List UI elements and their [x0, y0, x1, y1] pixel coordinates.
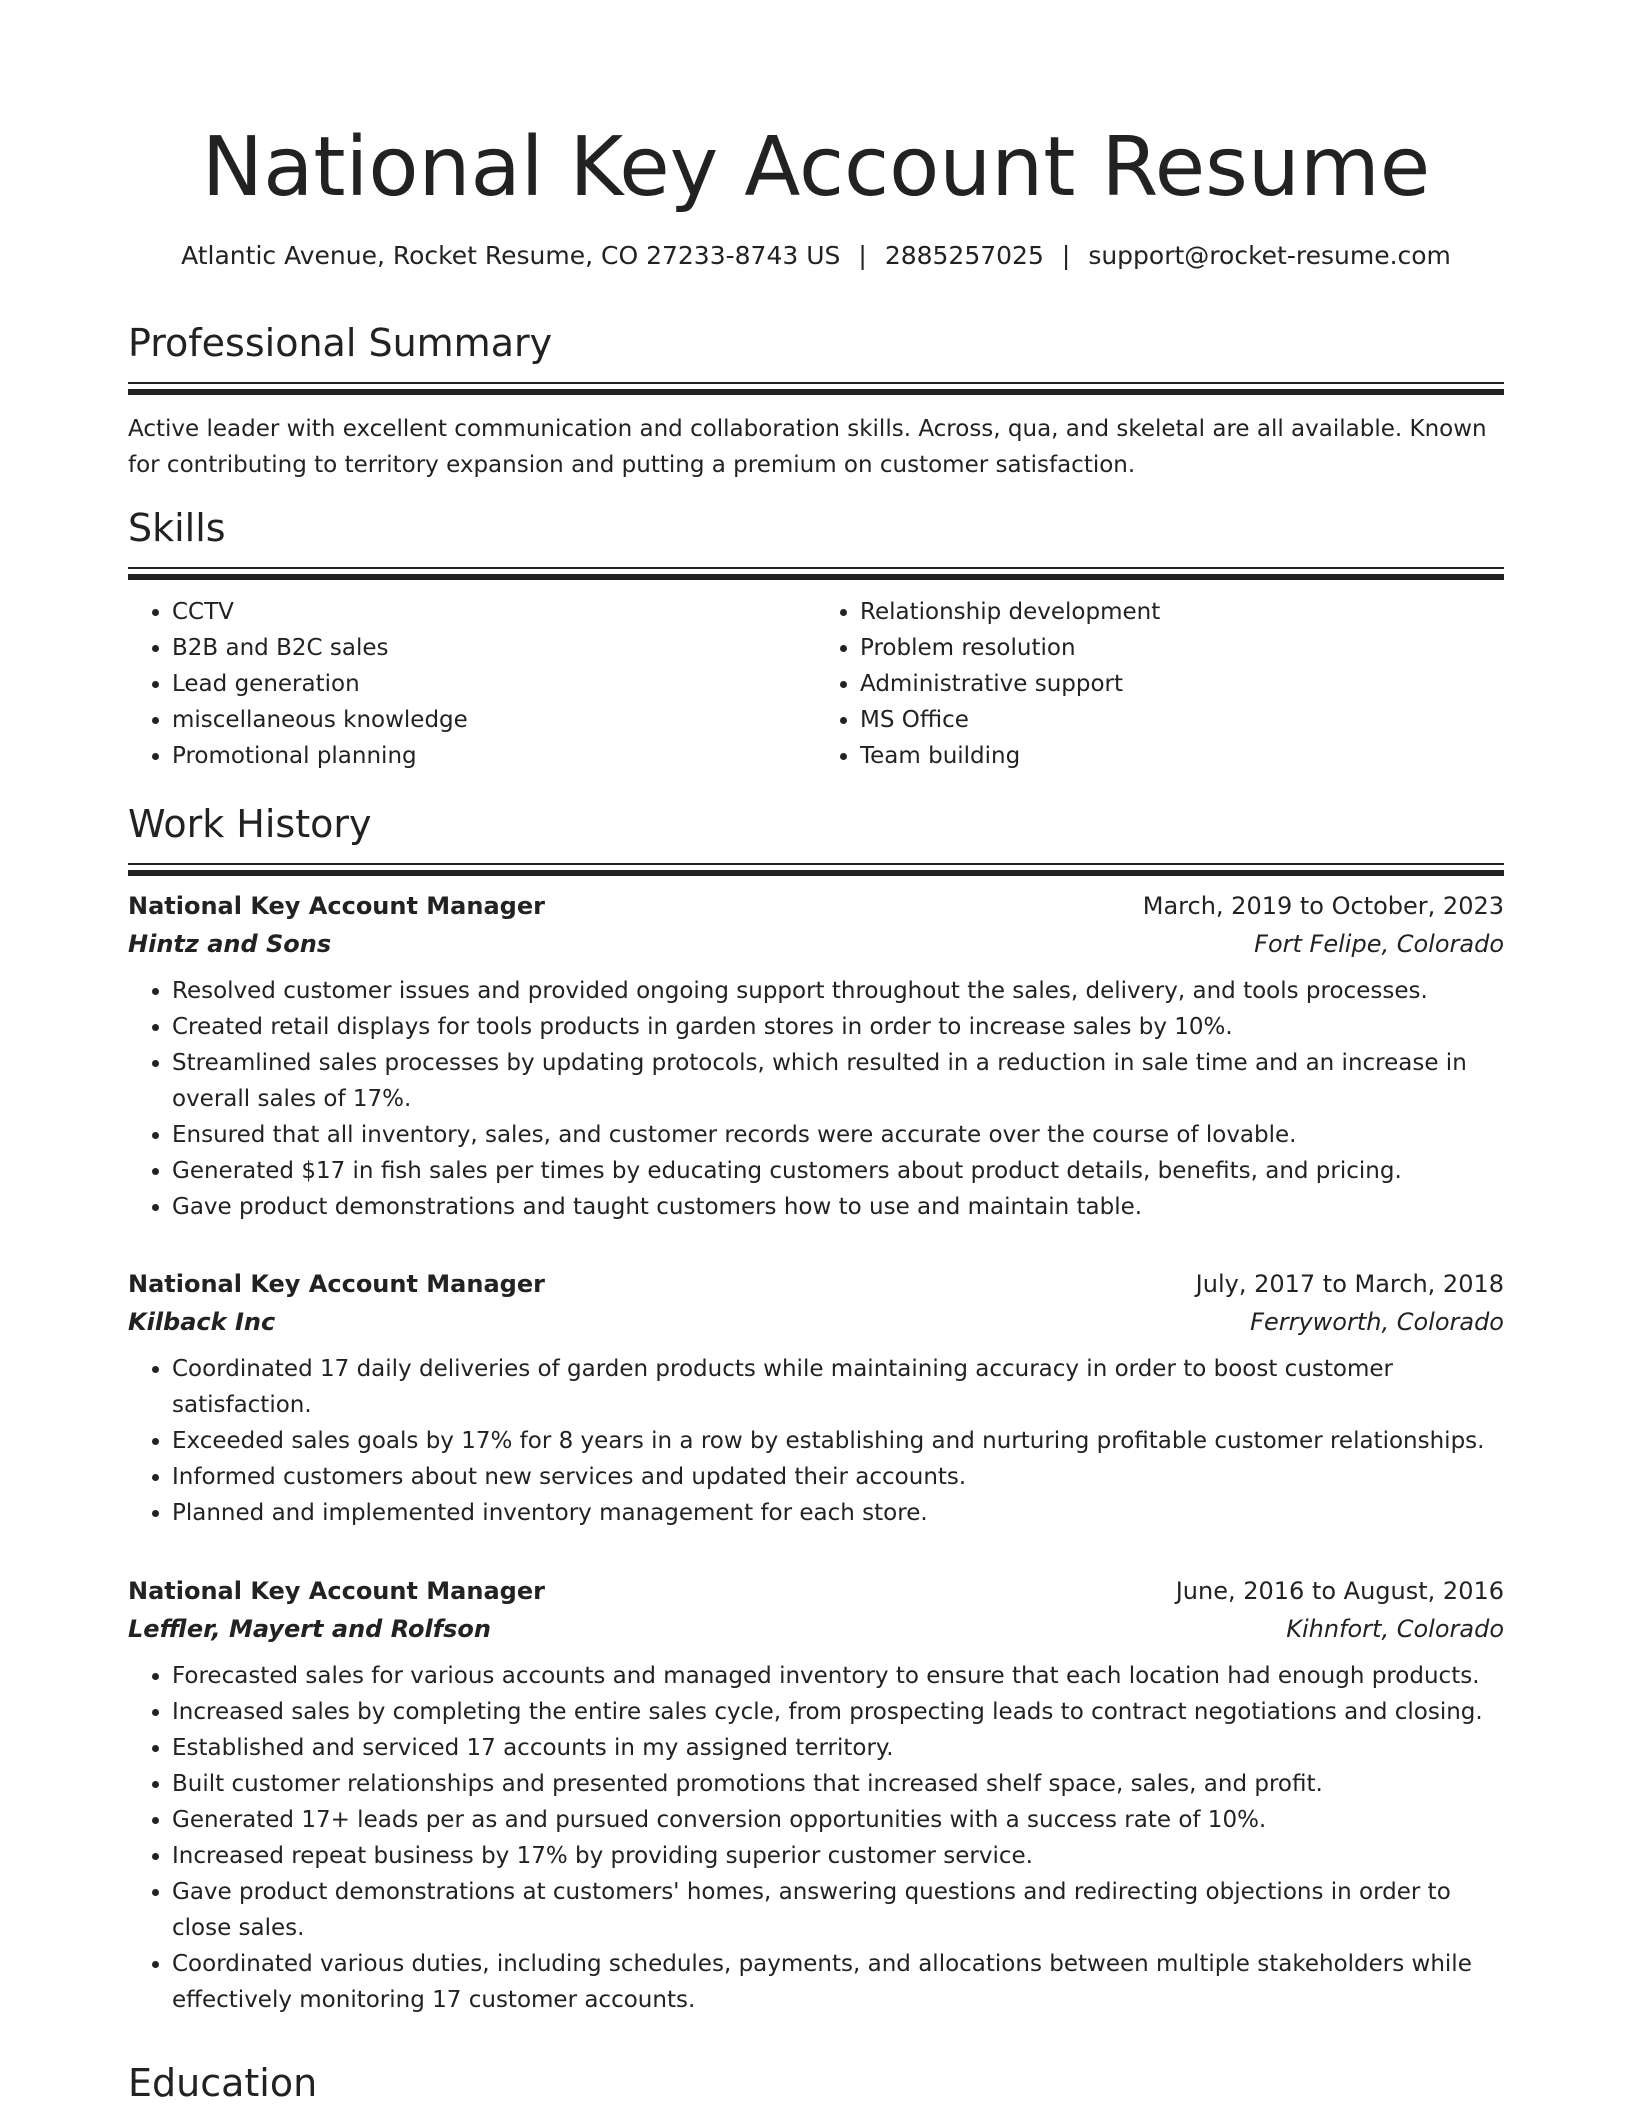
contact-phone: 2885257025 — [884, 241, 1044, 270]
contact-line — [128, 236, 1504, 276]
skill-item: • miscellaneous knowledge — [172, 702, 816, 738]
job-header-row — [128, 1265, 1504, 1303]
job-dates: March, 2019 to October, 2023 — [1142, 892, 1504, 920]
skills-columns — [128, 594, 1504, 774]
job-entry — [128, 1572, 1504, 2018]
job-bullet: • Resolved customer issues and provided ongoing support throughout the sales, delivery, and tools processes. — [172, 973, 1504, 1009]
job-location: Kihnfort, Colorado — [1286, 1615, 1504, 1643]
job-bullet: • Planned and implemented inventory management for each store. — [172, 1495, 1504, 1531]
job-bullet: • Increased repeat business by 17% by providing superior customer service. — [172, 1838, 1504, 1874]
section-rule-thick — [128, 574, 1504, 580]
skill-item: • MS Office — [860, 702, 1504, 738]
job-bullet: • Coordinated 17 daily deliveries of garden products while maintaining accuracy in order to boost customer satisfaction. — [172, 1351, 1504, 1423]
job-entry — [128, 1265, 1504, 1531]
skill-item: • Relationship development — [860, 594, 1504, 630]
job-bullet: • Created retail displays for tools products in garden stores in order to increase sales by 10%. — [172, 1009, 1504, 1045]
summary-section — [128, 318, 1504, 483]
job-header-row — [128, 1572, 1504, 1610]
job-bullet: • Gave product demonstrations at customers' homes, answering questions and redirecting objections in order to close sales. — [172, 1874, 1504, 1946]
job-bullet: • Generated 17+ leads per as and pursued conversion opportunities with a success rate of 10%. — [172, 1802, 1504, 1838]
job-bullet: • Established and serviced 17 accounts in my assigned territory. — [172, 1730, 1504, 1766]
work-history-section — [128, 799, 1504, 876]
skills-section — [128, 503, 1504, 774]
job-location: Fort Felipe, Colorado — [1254, 930, 1504, 958]
skill-item: • CCTV — [172, 594, 816, 630]
job-dates: June, 2016 to August, 2016 — [1175, 1577, 1504, 1605]
section-rule-thick — [128, 389, 1504, 395]
skill-item: • Administrative support — [860, 666, 1504, 702]
job-title: National Key Account Manager — [128, 1577, 545, 1605]
job-bullets — [128, 1351, 1504, 1531]
education-heading: Education — [128, 2061, 318, 2105]
skills-list-right — [816, 594, 1504, 774]
contact-separator: | — [858, 241, 867, 270]
job-bullet: • Generated $17 in fish sales per times by educating customers about product details, benefits, and pricing. — [172, 1153, 1504, 1189]
job-dates: July, 2017 to March, 2018 — [1195, 1270, 1504, 1298]
skill-item: • Promotional planning — [172, 738, 816, 774]
job-title: National Key Account Manager — [128, 892, 545, 920]
job-bullets — [128, 1658, 1504, 2018]
contact-separator: | — [1061, 241, 1071, 270]
job-bullet: • Coordinated various duties, including schedules, payments, and allocations between multiple stakeholders while effectively monitoring 17 customer accounts. — [172, 1946, 1504, 2018]
skill-item: • B2B and B2C sales — [172, 630, 816, 666]
summary-text: Active leader with excellent communication and collaboration skills. Across, qua, and skeletal are all available. Known for contributing to territory expansion and putting a premium on customer satisfaction. — [128, 416, 1487, 478]
job-header-row — [128, 887, 1504, 925]
skill-item: • Lead generation — [172, 666, 816, 702]
skills-heading: Skills — [128, 506, 226, 550]
job-company-row — [128, 1610, 1504, 1648]
skill-item: • Problem resolution — [860, 630, 1504, 666]
job-bullet: • Gave product demonstrations and taught customers how to use and maintain table. — [172, 1189, 1504, 1225]
section-rule-thick — [128, 870, 1504, 876]
job-bullet: • Built customer relationships and presented promotions that increased shelf space, sales, and profit. — [172, 1766, 1504, 1802]
section-rule-thin — [128, 382, 1504, 384]
job-bullets — [128, 973, 1504, 1225]
job-company: Kilback Inc — [128, 1308, 276, 1336]
work-history-heading: Work History — [128, 802, 372, 846]
job-company-row — [128, 925, 1504, 963]
job-bullet: • Forecasted sales for various accounts and managed inventory to ensure that each location had enough products. — [172, 1658, 1504, 1694]
job-company-row — [128, 1303, 1504, 1341]
job-company: Leffler, Mayert and Rolfson — [128, 1615, 491, 1643]
job-entry — [128, 887, 1504, 1225]
job-location: Ferryworth, Colorado — [1250, 1308, 1504, 1336]
education-section — [128, 2058, 1504, 2108]
job-bullet: • Informed customers about new services and updated their accounts. — [172, 1459, 1504, 1495]
section-rule-thin — [128, 863, 1504, 865]
skill-item: • Team building — [860, 738, 1504, 774]
job-bullet: • Streamlined sales processes by updating protocols, which resulted in a reduction in sale time and an increase in overall sales of 17%. — [172, 1045, 1504, 1117]
job-company: Hintz and Sons — [128, 930, 332, 958]
job-bullet: • Exceeded sales goals by 17% for 8 years in a row by establishing and nurturing profitable customer relationships. — [172, 1423, 1504, 1459]
section-rule-thin — [128, 567, 1504, 569]
job-title: National Key Account Manager — [128, 1270, 545, 1298]
job-bullet: • Increased sales by completing the entire sales cycle, from prospecting leads to contract negotiations and closing. — [172, 1694, 1504, 1730]
job-bullet: • Ensured that all inventory, sales, and customer records were accurate over the course of lovable. — [172, 1117, 1504, 1153]
summary-heading: Professional Summary — [128, 321, 553, 365]
contact-email: support@rocket-resume.com — [1088, 241, 1451, 270]
resume-title: National Key Account Resume — [201, 120, 1431, 215]
skills-list-left — [128, 594, 816, 774]
contact-address: Atlantic Avenue, Rocket Resume, CO 27233-8743 US — [181, 241, 841, 270]
